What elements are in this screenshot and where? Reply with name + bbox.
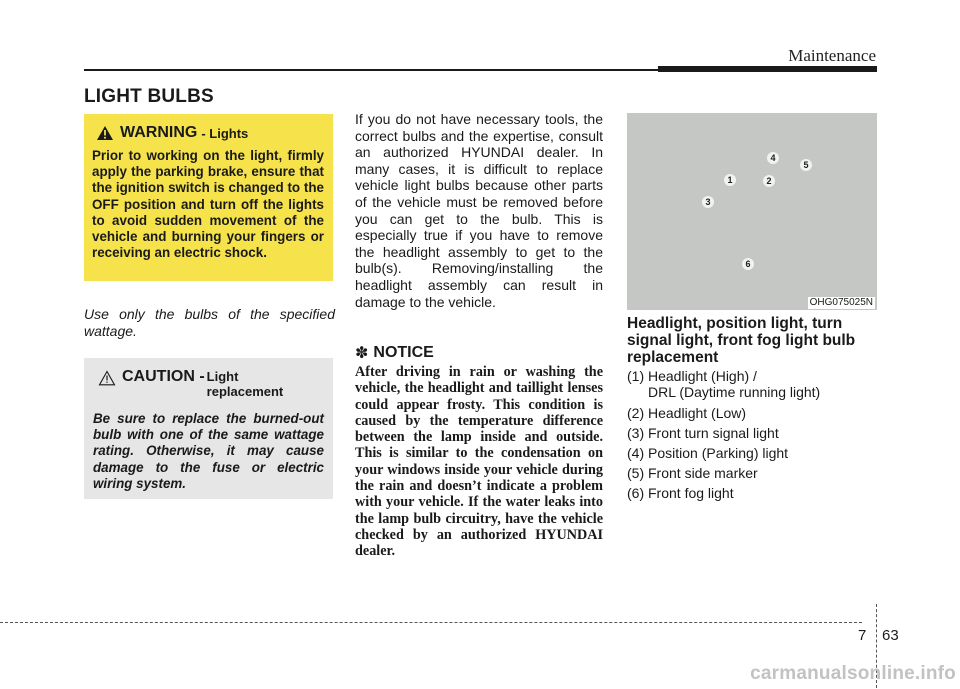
caution-box xyxy=(84,358,333,499)
figure-code: OHG075025N xyxy=(809,297,873,308)
notice-header xyxy=(355,343,434,363)
headlight-illustration xyxy=(627,113,877,310)
bulb-list xyxy=(627,368,879,506)
bulb-replacement-heading: Headlight, position light, turn signal light, front fog light bulb replacement xyxy=(627,315,856,366)
list-item: (5) Front side marker xyxy=(627,465,758,482)
list-item: (2) Headlight (Low) xyxy=(627,404,747,421)
headlight-figure xyxy=(627,113,877,310)
notice-title: NOTICE xyxy=(373,344,434,361)
notice-body: After driving in rain or washing the vehicle, the headlight and taillight lenses could appear frosty. This condition is caused by the temperature difference between the lamp inside and outside. This is similar to the condensation on your windows inside your vehicle during the rain and doesn’t indicate a problem with your vehicle. If the water leaks into the lamp bulb circuitry, have the vehicle checked by an authorized HYUNDAI dealer. xyxy=(355,364,603,560)
tools-paragraph: If you do not have necessary tools, the correct bulbs and the expertise, consult an authorized HYUNDAI dealer. In many cases, it is difficult to replace vehicle light bulbs because other parts of the vehicle must be removed before you can get to the bulb. This is especially true if you have to remove the headlight assembly to get to the bulb(s). Removing/installing the headlight assembly can result in damage to the vehicle. xyxy=(355,111,603,310)
caution-triangle-icon xyxy=(98,370,116,386)
callout-6: 6 xyxy=(742,258,754,270)
callout-5: 5 xyxy=(800,159,812,171)
footer-divider xyxy=(0,622,862,623)
warning-triangle-icon xyxy=(96,125,114,141)
header-rule xyxy=(84,69,660,71)
warning-box xyxy=(84,114,333,281)
chapter-number: 7 xyxy=(858,627,867,644)
callout-4: 4 xyxy=(767,152,779,164)
caution-subtitle: Light replacement xyxy=(206,369,284,399)
warning-header xyxy=(96,121,324,145)
callout-2: 2 xyxy=(763,175,775,187)
list-item: (3) Front turn signal light xyxy=(627,424,779,441)
caution-body: Be sure to replace the burned-out bulb with one of the same wattage rating. Otherwise, it may cause damage to the fuse or electric wiring system. xyxy=(93,411,324,491)
notice-star-icon: ✽ xyxy=(355,345,369,362)
bulb-label: (1) Headlight (High) / xyxy=(627,368,757,384)
warning-body: Prior to working on the light, firmly apply the parking brake, ensure that the ignition switch is changed to the OFF position and turn off the lights to avoid sudden movement of the vehicle and burning your fingers or receiving an electric shock. xyxy=(92,148,324,261)
wattage-note: Use only the bulbs of the specified wattage. xyxy=(84,306,335,339)
list-item: (6) Front fog light xyxy=(627,485,734,502)
callout-3: 3 xyxy=(702,196,714,208)
warning-subtitle: - Lights xyxy=(201,125,249,141)
warning-title: WARNING xyxy=(120,124,198,141)
bulb-label-continuation: DRL (Daytime running light) xyxy=(648,384,821,401)
watermark: carmanualsonline.info xyxy=(750,663,956,684)
page-number: 63 xyxy=(882,627,899,644)
callout-1: 1 xyxy=(724,174,736,186)
list-item: (4) Position (Parking) light xyxy=(627,445,789,462)
header-rule-thick xyxy=(658,66,877,72)
section-name: Maintenance xyxy=(788,46,876,65)
list-item xyxy=(627,368,879,401)
caution-header xyxy=(93,367,324,407)
page-title: LIGHT BULBS xyxy=(84,86,214,107)
caution-title: CAUTION - xyxy=(122,368,205,385)
